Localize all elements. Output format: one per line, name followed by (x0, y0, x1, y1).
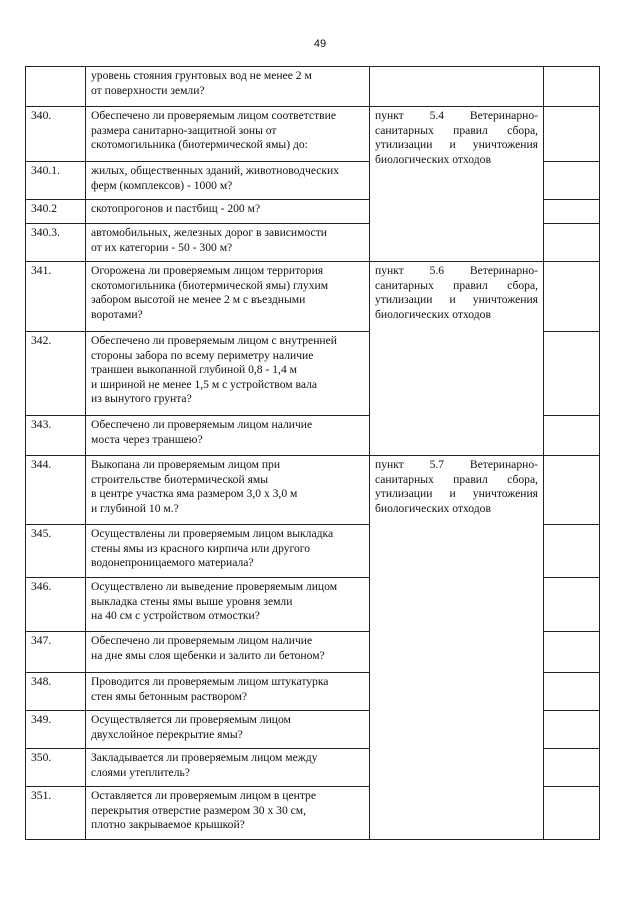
answer-cell[interactable] (544, 332, 600, 416)
question-cell: Осуществлены ли проверяемым лицом выкладка стены ямы из красного кирпича или другого водонепроницаемого материала? (86, 525, 370, 578)
answer-cell[interactable] (544, 162, 600, 200)
question-cell: Обеспечено ли проверяемым лицом наличие на дне ямы слоя щебенки и залито ли бетоном? (86, 632, 370, 673)
table-row (26, 456, 600, 525)
answer-cell[interactable] (544, 67, 600, 107)
item-number: 347. (26, 632, 86, 673)
question-cell: уровень стояния грунтовых вод не менее 2 м от поверхности земли? (86, 67, 370, 107)
item-number: 341. (26, 262, 86, 332)
answer-cell[interactable] (544, 416, 600, 456)
item-number: 346. (26, 578, 86, 632)
answer-cell[interactable] (544, 456, 600, 525)
item-number: 344. (26, 456, 86, 525)
item-number: 340.3. (26, 224, 86, 262)
answer-cell[interactable] (544, 200, 600, 224)
reference-cell: пункт 5.4 Ветеринарно-санитарных правил сбора, утилизации и уничтожения биологических отходов (370, 107, 544, 262)
item-number: 351. (26, 787, 86, 840)
answer-cell[interactable] (544, 107, 600, 162)
question-cell: Проводится ли проверяемым лицом штукатурка стен ямы бетонным раствором? (86, 673, 370, 711)
answer-cell[interactable] (544, 711, 600, 749)
item-number: 340. (26, 107, 86, 162)
item-number: 340.2 (26, 200, 86, 224)
question-cell: скотопрогонов и пастбищ - 200 м? (86, 200, 370, 224)
item-number: 342. (26, 332, 86, 416)
answer-cell[interactable] (544, 224, 600, 262)
item-number: 345. (26, 525, 86, 578)
question-cell: автомобильных, железных дорог в зависимости от их категории - 50 - 300 м? (86, 224, 370, 262)
table-row (26, 67, 600, 107)
item-number (26, 67, 86, 107)
page-number: 49 (313, 38, 327, 50)
table-row (26, 107, 600, 162)
item-number: 350. (26, 749, 86, 787)
answer-cell[interactable] (544, 787, 600, 840)
checklist-table (25, 66, 600, 840)
item-number: 340.1. (26, 162, 86, 200)
answer-cell[interactable] (544, 578, 600, 632)
item-number: 348. (26, 673, 86, 711)
question-cell: Обеспечено ли проверяемым лицом с внутренней стороны забора по всему периметру наличие траншеи выкопанной глубиной 0,8 - 1,4 м и шириной не менее 1,5 м с устройством вала из вынутого грунта? (86, 332, 370, 416)
question-cell: Осуществляется ли проверяемым лицом двухслойное перекрытие ямы? (86, 711, 370, 749)
answer-cell[interactable] (544, 632, 600, 673)
item-number: 343. (26, 416, 86, 456)
answer-cell[interactable] (544, 525, 600, 578)
question-cell: Выкопана ли проверяемым лицом при строительстве биотермической ямы в центре участка яма размером 3,0 х 3,0 м и глубиной 10 м.? (86, 456, 370, 525)
item-number: 349. (26, 711, 86, 749)
answer-cell[interactable] (544, 749, 600, 787)
question-cell: Огорожена ли проверяемым лицом территория скотомогильника (биотермической ямы) глухим забором высотой не менее 2 м с въездными воротами? (86, 262, 370, 332)
question-cell: Оставляется ли проверяемым лицом в центре перекрытия отверстие размером 30 х 30 см, плотно закрываемое крышкой? (86, 787, 370, 840)
reference-cell: пункт 5.7 Ветеринарно-санитарных правил сбора, утилизации и уничтожения биологических отходов (370, 456, 544, 840)
question-cell: жилых, общественных зданий, животноводческих ферм (комплексов) - 1000 м? (86, 162, 370, 200)
question-cell: Обеспечено ли проверяемым лицом соответствие размера санитарно-защитной зоны от скотомогильника (биотермической ямы) до: (86, 107, 370, 162)
answer-cell[interactable] (544, 262, 600, 332)
question-cell: Обеспечено ли проверяемым лицом наличие моста через траншею? (86, 416, 370, 456)
reference-cell: пункт 5.6 Ветеринарно-санитарных правил сбора, утилизации и уничтожения биологических отходов (370, 262, 544, 456)
question-cell: Закладывается ли проверяемым лицом между слоями утеплитель? (86, 749, 370, 787)
table-row (26, 262, 600, 332)
question-cell: Осуществлено ли выведение проверяемым лицом выкладка стены ямы выше уровня земли на 40 см с устройством отмостки? (86, 578, 370, 632)
reference-cell (370, 67, 544, 107)
answer-cell[interactable] (544, 673, 600, 711)
